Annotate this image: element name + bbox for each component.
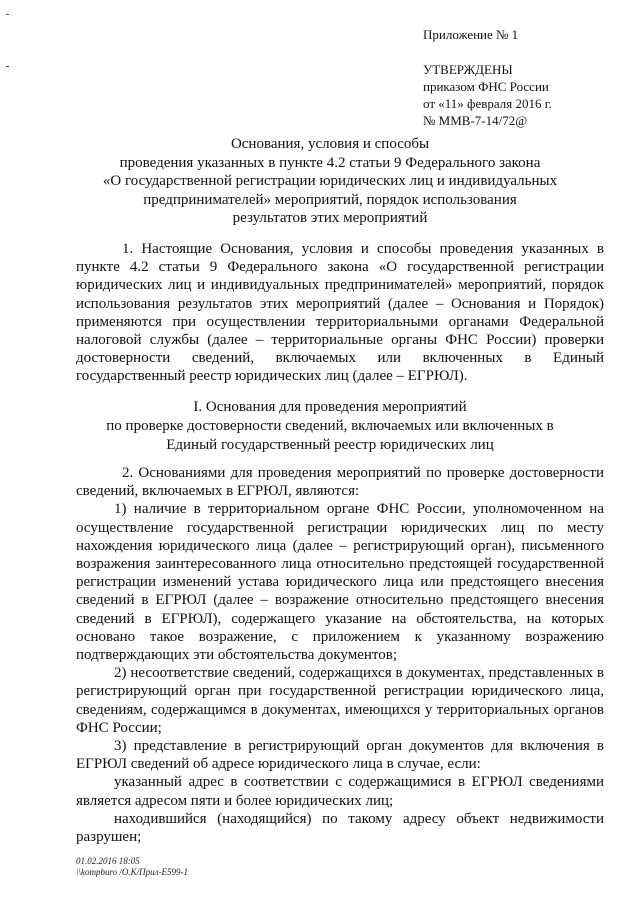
- attachment-label: Приложение № 1: [423, 27, 519, 42]
- title-line: результатов этих мероприятий: [232, 210, 428, 226]
- section-heading-line: I. Основания для проведения мероприятий: [193, 399, 467, 415]
- document-title: [60, 135, 600, 228]
- list-item: 3) представление в регистрирующий орган документов для включения в ЕГРЮЛ сведений об адресе юридического лица в случае, если:: [76, 738, 604, 773]
- paragraph-text: 1. Настоящие Основания, условия и способы проведения указанных в пункте 4.2 статьи 9 Федерального закона «О государственной регистрации юридических лиц и индивидуальных предпринимателей» мероприятий, порядок использования результатов этих мероприятий (далее – Основания и Порядок) применяются при осуществлении территориальными органами Федеральной налоговой службы (далее – территориальные органы ФНС России) проверки достоверности сведений, включаемых или включенных в Единый государственный реестр юридических лиц (далее – ЕГРЮЛ).: [76, 241, 604, 385]
- approval-stamp: [423, 26, 552, 129]
- paragraph-1: [76, 240, 604, 386]
- order-date: от «11» февраля 2016 г.: [423, 96, 552, 111]
- footer-timestamp: 01.02.2016 18:05: [76, 856, 140, 866]
- section-1-heading: [60, 398, 600, 455]
- section-heading-line: Единый государственный реестр юридических лиц: [166, 437, 494, 453]
- list-item: 2) несоответствие сведений, содержащихся в документах, представленных в регистрирующий орган при государственной регистрации юридического лица, сведениям, содержащимся в документах, имеющихся у территориальных органов ФНС России;: [76, 665, 604, 736]
- list-item: указанный адрес в соответствии с содержащимися в ЕГРЮЛ сведениями является адресом пяти и более юридических лиц;: [76, 774, 604, 809]
- list-item: 1) наличие в территориальном органе ФНС России, уполномоченном на осуществление государственной регистрации юридических лиц по месту нахождения юридического лица (далее – регистрирующий орган), письменного возражения заинтересованного лица относительно предстоящей государственной регистрации изменений устава юридического лица или предстоящего внесения сведений в ЕГРЮЛ (далее – возражение относительно предстоящего внесения сведений в ЕГРЮЛ), содержащего указание на обстоятельства, на которых основано такое возражение, с приложением к указанному возражению подтверждающих эти обстоятельства документов;: [76, 501, 604, 664]
- order-number: № ММВ-7-14/72@: [423, 113, 528, 128]
- title-line: проведения указанных в пункте 4.2 статьи 9 Федерального закона: [119, 154, 541, 171]
- section-heading-line: по проверке достоверности сведений, включаемых или включенных в: [106, 418, 554, 434]
- title-line: «О государственной регистрации юридических лиц и индивидуальных: [102, 173, 558, 189]
- paragraph-text: 2. Основаниями для проведения мероприятий по проверке достоверности сведений, включаемых в ЕГРЮЛ, являются:: [76, 465, 604, 500]
- order-label: приказом ФНС России: [423, 79, 549, 94]
- scan-mark: [6, 14, 9, 15]
- title-line: предпринимателей» мероприятий, порядок использования: [143, 191, 517, 208]
- list-item: находившийся (находящийся) по такому адресу объект недвижимости разрушен;: [76, 810, 604, 846]
- title-line: Основания, условия и способы: [230, 136, 430, 152]
- scan-mark: [6, 66, 9, 67]
- footer-path: \\kompburo /О.К/Прил-Е599-1: [76, 867, 189, 877]
- paragraph-2: [76, 464, 604, 846]
- approved-label: УТВЕРЖДЕНЫ: [423, 62, 513, 77]
- file-footer: [76, 856, 188, 878]
